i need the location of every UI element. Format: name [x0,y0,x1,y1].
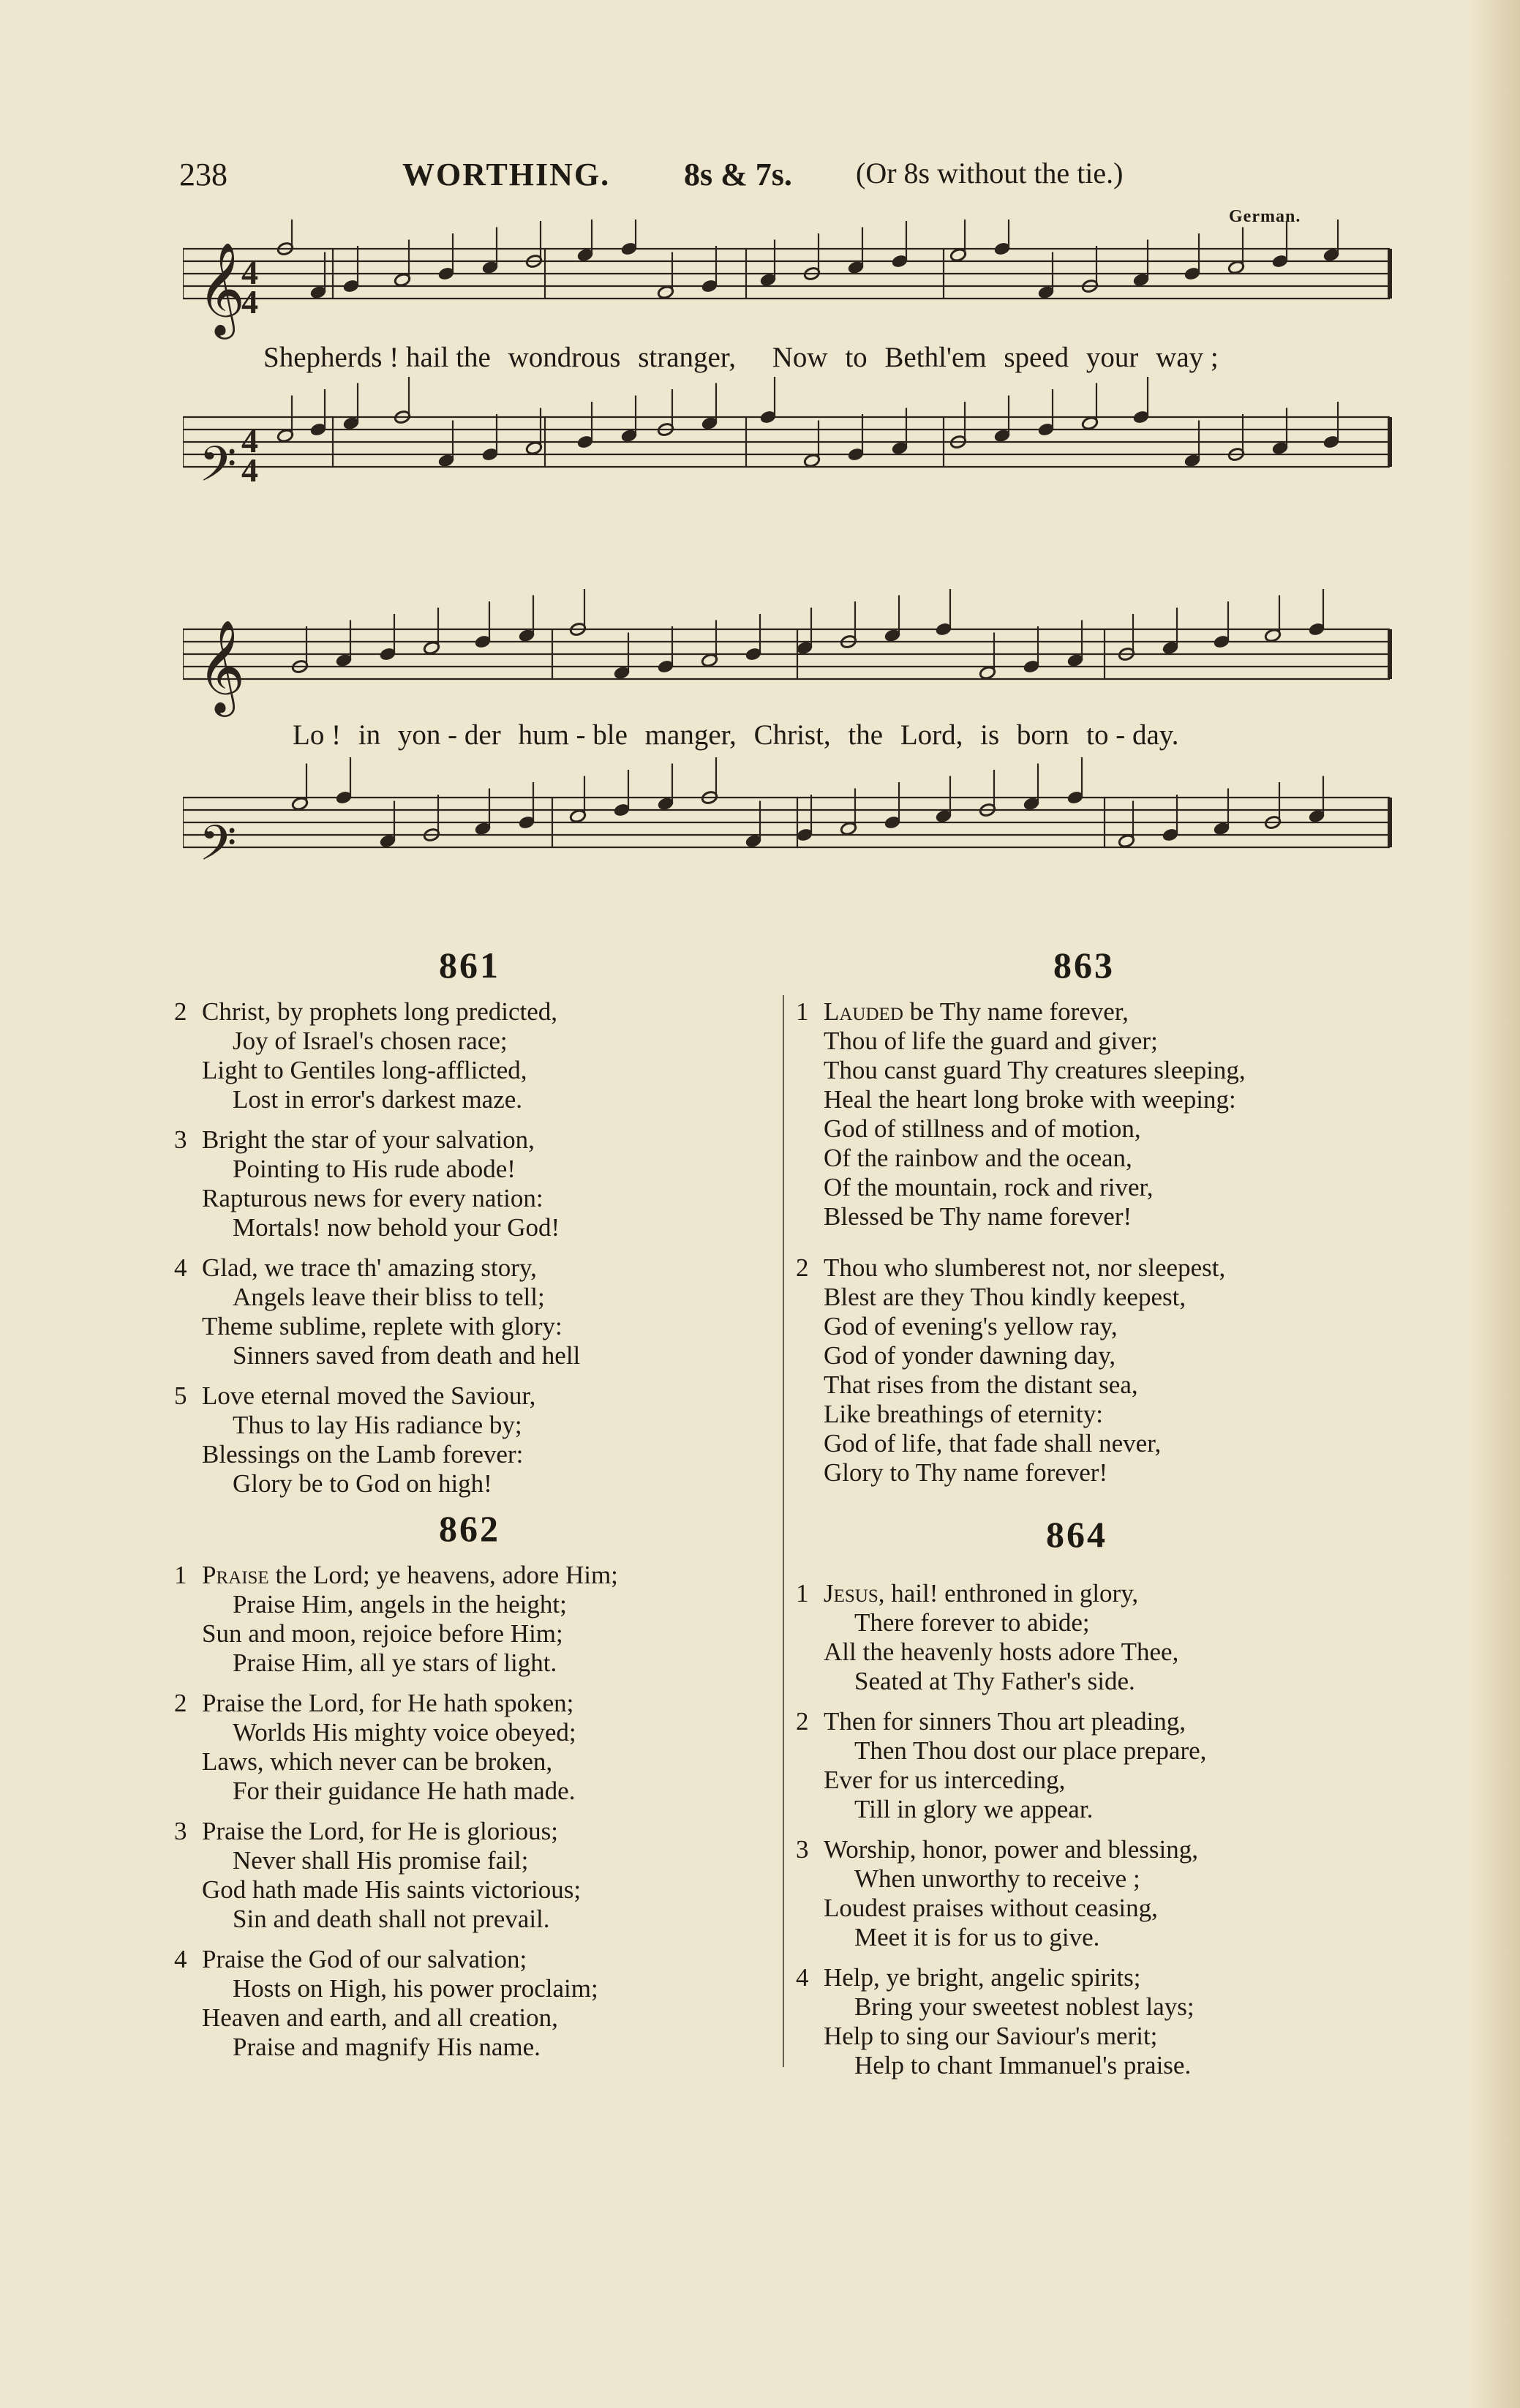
lyric-syllable: Bethl'em [884,342,987,373]
treble-clef-icon [197,241,245,340]
hymn-number-862: 862 [439,1508,500,1549]
stanza: 2 Then for sinners Thou art pleading, Then Thou dost our place prepare, Ever for us interceding, Till in glory we appear. [796,1707,1207,1823]
stanza: 3 Bright the star of your salvation, Pointing to His rude abode! Rapturous news for every nation: Mortals! now behold your God! [174,1125,560,1242]
stanza: 2 Thou who slumberest not, nor sleepest, Blest are they Thou kindly keepest, God of evening's yellow ray, God of yonder dawning day, That rises from the distant sea, Like breathings of eternity: God of life, that fade shall never, Glory to Thy name forever! [796,1253,1226,1487]
hymn-861-stanzas [174,997,580,1499]
lyric-syllable: your [1086,342,1139,373]
stanza: 5 Love eternal moved the Saviour, Thus to lay His radiance by; Blessings on the Lamb forever: Glory be to God on high! [174,1381,536,1498]
svg-text:4: 4 [241,422,258,460]
svg-text:𝄢: 𝄢 [199,436,237,504]
hymn-862-stanzas [174,1561,618,2062]
stanza: 1 Jesus, hail! enthroned in glory, There forever to abide; All the heavenly hosts adore Thee, Seated at Thy Father's side. [796,1579,1179,1695]
stanza: 3 Worship, honor, power and blessing, When unworthy to receive ; Loudest praises without ceasing, Meet it is for us to give. [796,1835,1198,1951]
stanza: 4 Glad, we trace th' amazing story, Angels leave their bliss to tell; Theme sublime, replete with glory: Sinners saved from death and hell [174,1253,581,1370]
svg-text:𝄢: 𝄢 [199,815,237,883]
lyrics-line-1 [263,341,1219,374]
column-divider [783,995,784,2067]
svg-text:4: 4 [241,283,258,320]
lyric-syllable: Christ, [753,719,831,751]
lyric-syllable: to - day. [1086,719,1179,751]
meter: 8s & 7s. [684,157,792,192]
lyric-syllable: hum - ble [518,719,628,751]
lyric-syllable: speed [1004,342,1069,373]
lyric-syllable: Lord, [900,719,963,751]
lyric-syllable: stranger, [638,342,736,373]
stanza: 4 Help, ye bright, angelic spirits; Bring your sweetest noblest lays; Help to sing our Saviour's merit; Help to chant Immanuel's praise. [796,1963,1194,2079]
hymn-864-stanzas [796,1579,1206,2080]
svg-text:𝄞: 𝄞 [197,241,246,335]
hymn-number-861: 861 [439,945,500,986]
page-header [179,150,1423,201]
bass-clef-icon-2 [199,815,236,883]
lyric-syllable: manger, [644,719,737,751]
svg-text:4: 4 [241,254,258,291]
page-number: 238 [179,157,227,192]
meter-note: (Or 8s without the tie.) [856,157,1124,190]
lyric-syllable: the [848,719,884,751]
time-signature [241,254,258,489]
hymn-number-863: 863 [1053,945,1115,986]
hymn-863-stanzas [796,997,1246,1488]
lyric-syllable: Shepherds ! hail the [263,342,491,373]
composer-credit: German. [1229,207,1301,226]
stanza: 2 Christ, by prophets long predicted, Joy of Israel's chosen race; Light to Gentiles long-afflicted, Lost in error's darkest maze. [174,997,558,1114]
lyric-syllable: way ; [1156,342,1219,373]
lyric-syllable: born [1016,719,1069,751]
lyric-syllable: in [358,719,381,751]
stanza: 1 Lauded be Thy name forever, Thou of life the guard and giver; Thou canst guard Thy creatures sleeping, Heal the heart long broke with weeping: God of stillness and of motion, Of the rainbow and the ocean, Of the mountain, rock and river, Blessed be Thy name forever! [796,997,1246,1231]
lyric-syllable: Now [772,342,828,373]
lyric-syllable: wondrous [508,342,621,373]
hymn-number-864: 864 [1046,1514,1107,1555]
treble-clef-icon-2 [197,619,245,717]
music-score [183,220,1404,937]
page-edge-shadow [1469,0,1520,2408]
lyric-syllable: yon - der [397,719,501,751]
lyric-syllable: Lo ! [293,719,342,751]
lyric-syllable: to [845,342,868,373]
stanza: 3 Praise the Lord, for He is glorious; Never shall His promise fail; God hath made His saints victorious; Sin and death shall not prevail. [174,1817,582,1933]
stanza: 2 Praise the Lord, for He hath spoken; Worlds His mighty voice obeyed; Laws, which never can be broken, For their guidance He hath made. [174,1689,576,1805]
svg-text:4: 4 [241,451,258,489]
stanza: 1 Praise the Lord; ye heavens, adore Him; Praise Him, angels in the height; Sun and moon, rejoice before Him; Praise Him, all ye stars of light. [174,1561,618,1677]
lyrics-line-2 [293,719,1179,751]
bass-clef-icon [199,436,236,504]
stanza: 4 Praise the God of our salvation; Hosts on High, his power proclaim; Heaven and earth, and all creation, Praise and magnify His name. [174,1945,598,2061]
svg-text:𝄞: 𝄞 [197,619,246,713]
tune-name: WORTHING. [402,157,611,192]
lyric-syllable: is [980,719,1000,751]
